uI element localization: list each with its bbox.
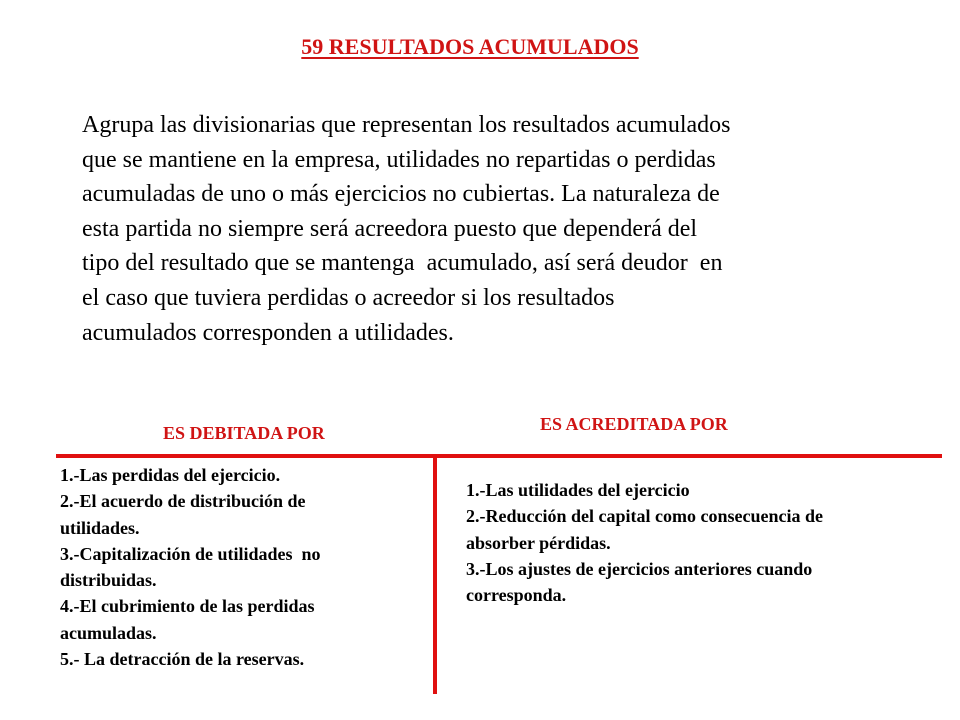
description-paragraph	[82, 108, 882, 350]
debit-list-line: 5.- La detracción de la reservas.	[60, 649, 305, 670]
credit-list-line: 2.-Reducción del capital como consecuencia de	[466, 506, 823, 527]
credit-list-line: absorber pérdidas.	[466, 532, 611, 553]
debit-list-line: 3.-Capitalización de utilidades no	[60, 543, 321, 564]
t-account-vertical-rule	[433, 456, 437, 694]
debit-list	[60, 462, 321, 672]
debit-list-line: 4.-El cubrimiento de las perdidas	[60, 596, 315, 617]
paragraph-line: acumuladas de uno o más ejercicios no cubiertas. La naturaleza de	[82, 181, 720, 208]
t-account-horizontal-rule	[56, 454, 942, 458]
paragraph-line: esta partida no siempre será acreedora puesto que dependerá del	[82, 215, 698, 242]
credit-list	[466, 477, 823, 608]
paragraph-line: acumulados corresponden a utilidades.	[82, 319, 454, 346]
credit-list-line: 1.-Las utilidades del ejercicio	[466, 480, 690, 500]
debit-list-line: 1.-Las perdidas del ejercicio.	[60, 465, 281, 485]
debit-list-line: 2.-El acuerdo de distribución de	[60, 491, 306, 512]
paragraph-line: Agrupa las divisionarias que representan los resultados acumulados	[82, 112, 731, 138]
page-title: 59 RESULTADOS ACUMULADOS	[301, 34, 639, 59]
credit-list-line: 3.-Los ajustes de ejercicios anteriores cuando	[466, 558, 813, 579]
credit-heading: ES ACREDITADA POR	[540, 414, 728, 434]
paragraph-line: que se mantiene en la empresa, utilidades no repartidas o perdidas	[82, 146, 716, 173]
credit-list-line: corresponda.	[466, 585, 567, 606]
paragraph-line: tipo del resultado que se mantenga acumulado, así será deudor en	[82, 250, 723, 277]
debit-list-line: utilidades.	[60, 517, 140, 538]
debit-heading: ES DEBITADA POR	[163, 423, 325, 443]
paragraph-line: el caso que tuviera perdidas o acreedor si los resultados	[82, 284, 615, 311]
debit-list-line: acumuladas.	[60, 622, 157, 643]
debit-list-line: distribuidas.	[60, 570, 157, 591]
